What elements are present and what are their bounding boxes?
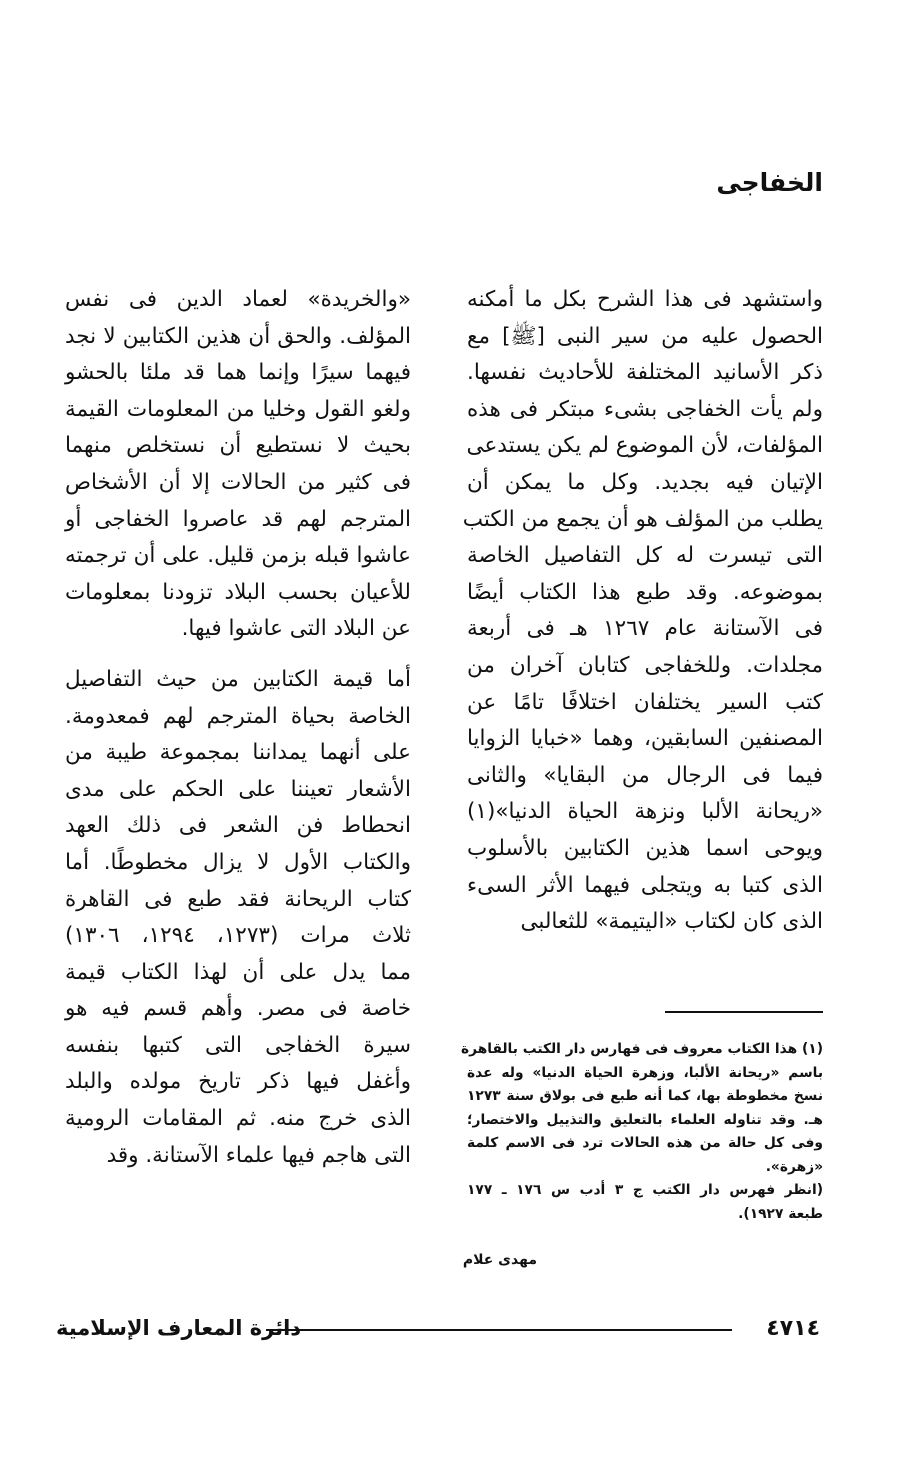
text-line: التى هاجم فيها علماء الآستانة. وقد <box>106 1142 411 1168</box>
text-line: ويوحى اسما هذين الكتابين بالأسلوب <box>467 835 823 861</box>
text-line: ثلاث مرات (١٢٧٣، ١٢٩٤، ١٣٠٦) <box>65 923 412 949</box>
text-line: ذكر الأسانيد المختلفة للأحاديث نفسها. <box>467 360 823 386</box>
footnote-line: باسم «ريحانة الألبا، وزهرة الحياة الدنيا» وله عدة <box>467 1064 823 1081</box>
text-line: فى كثير من الحالات إلا أن الأشخاص <box>65 469 411 495</box>
text-line: المؤلفات، لأن الموضوع لم يكن يستدعى <box>466 433 823 459</box>
text-line: للأعيان بحسب البلاد تزودنا بمعلومات <box>65 579 411 605</box>
footnote-author: مهدى علام <box>462 1252 537 1268</box>
text-line: الأشعار تعيننا على الحكم على مدى <box>65 776 411 802</box>
text-line: الذى كان لكتاب «اليتيمة» للثعالبى <box>520 909 823 935</box>
text-line: فيهما سيرًا وإنما هما قد ملئا بالحشو <box>65 360 411 386</box>
text-line: كتاب الريحانة فقد طبع فى القاهرة <box>65 886 411 912</box>
text-column-left <box>65 282 411 1174</box>
footnote-line: هـ. وقد تناوله العلماء بالتعليق والتذييل والاختصار؛ <box>467 1111 823 1128</box>
text-line: المؤلف. والحق أن هذين الكتابين لا نجد <box>65 323 411 349</box>
text-line: سيرة الخفاجى التى كتبها بنفسه <box>65 1032 411 1058</box>
text-line: ولغو القول وخليا من المعلومات القيمة <box>65 396 411 422</box>
footnote-separator <box>665 1011 823 1013</box>
text-line: ولم يأت الخفاجى بشىء مبتكر فى هذه <box>467 396 823 422</box>
paragraph <box>65 282 411 648</box>
text-line: وأغفل فيها ذكر تاريخ مولده والبلد <box>65 1069 411 1095</box>
footer-rule <box>266 1329 732 1331</box>
text-line: الحصول عليه من سير النبى [ﷺ] مع <box>467 323 823 349</box>
text-line: عاشوا قبله بزمن قليل. على أن ترجمته <box>65 543 411 569</box>
text-line: على أنهما يمداننا بمجموعة طيبة من <box>65 740 411 766</box>
footnote-line: نسخ مخطوطة بها، كما أنه طبع فى بولاق سنة ١٢٧٣ <box>467 1088 823 1104</box>
page-number: ٤٧١٤ <box>766 1316 820 1341</box>
paragraph-gap <box>65 648 411 662</box>
text-line: «والخريدة» لعماد الدين فى نفس <box>65 287 411 312</box>
footnote-line: وفى كل حالة من هذه الحالات ترد فى الاسم كلمة <box>467 1135 823 1151</box>
text-line: بحيث لا نستطيع أن نستخلص منهما <box>65 433 411 459</box>
text-line: الذى خرج منه. ثم المقامات الرومية <box>65 1106 411 1132</box>
text-line: مجلدات. وللخفاجى كتابان آخران من <box>467 652 823 678</box>
paragraph <box>462 282 823 941</box>
text-line: المترجم لهم قد عاصروا الخفاجى أو <box>65 506 411 532</box>
text-line: واستشهد فى هذا الشرح بكل ما أمكنه <box>467 287 823 312</box>
text-line: الخاصة بحياة المترجم لهم فمعدومة. <box>65 703 411 729</box>
footnote-line: طبعة ١٩٢٧). <box>738 1205 823 1222</box>
text-line: الذى كتبا به ويتجلى فيهما الأثر السىء <box>467 872 823 898</box>
text-line: مما يدل على أن لهذا الكتاب قيمة <box>65 959 411 985</box>
text-line: خاصة فى مصر. وأهم قسم فيه هو <box>65 996 411 1022</box>
footnote-line: (١) هذا الكتاب معروف فى فهارس دار الكتب بالقاهرة <box>460 1041 823 1057</box>
text-line: فى الآستانة عام ١٢٦٧ هـ فى أربعة <box>467 616 823 642</box>
text-column-right <box>462 282 823 941</box>
text-line: يطلب من المؤلف هو أن يجمع من الكتب <box>462 506 823 532</box>
text-line: الإتيان فيه بجديد. وكل ما يمكن أن <box>467 469 823 495</box>
text-line: المصنفين السابقين، وهما «خبايا الزوايا <box>467 726 823 752</box>
journal-name: دائرة المعارف الإسلامية <box>56 1316 302 1340</box>
text-line: أما قيمة الكتابين من حيث التفاصيل <box>65 666 411 692</box>
text-line: انحطاط فن الشعر فى ذلك العهد <box>65 813 411 839</box>
footnotes <box>460 1038 824 1226</box>
page-header-title: الخفاجى <box>716 168 823 197</box>
page-footer <box>56 1316 820 1346</box>
text-line: التى تيسرت له كل التفاصيل الخاصة <box>467 543 823 569</box>
footnote-line: (انظر فهرس دار الكتب ج ٣ أدب س ١٧٦ ـ ١٧٧ <box>467 1182 824 1198</box>
text-line: والكتاب الأول لا يزال مخطوطًا. أما <box>65 849 411 875</box>
text-line: فيما فى الرجال من البقايا» والثانى <box>467 762 823 788</box>
text-line: كتب السير يختلفان اختلافًا تامًا عن <box>467 689 823 715</box>
paragraph <box>65 662 411 1174</box>
text-line: «ريحانة الألبا ونزهة الحياة الدنيا»(١) <box>467 799 823 825</box>
footnote-line: «زهرة». <box>765 1158 823 1175</box>
text-line: بموضوعه. وقد طبع هذا الكتاب أيضًا <box>467 579 823 605</box>
text-line: عن البلاد التى عاشوا فيها. <box>181 616 411 642</box>
